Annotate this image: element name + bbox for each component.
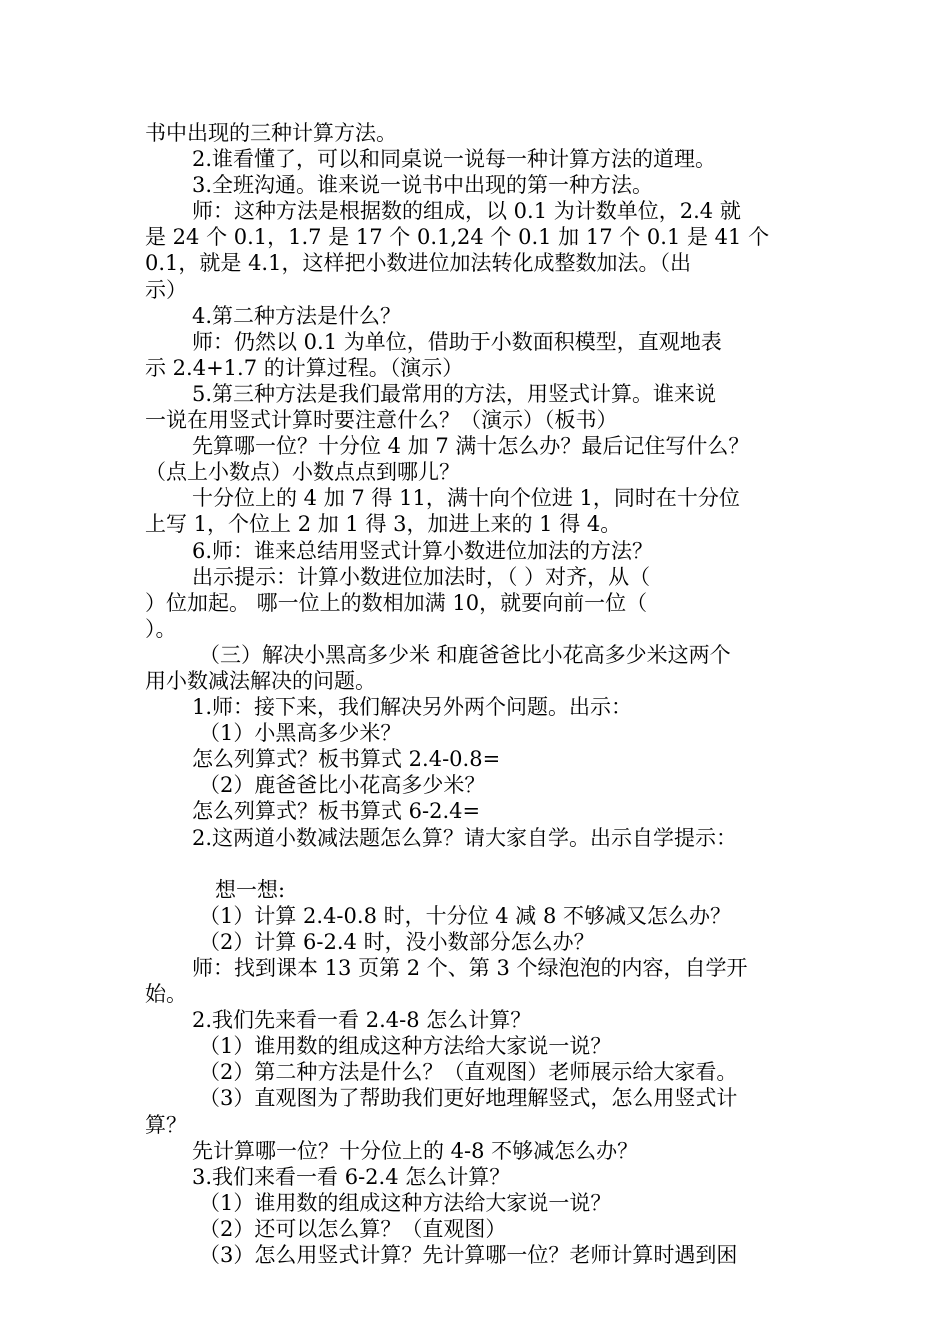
text-line: （1）小黑高多少米？ bbox=[199, 721, 402, 746]
text-line: 师：这种方法是根据数的组成，以 0.1 为计数单位，2.4 就 bbox=[192, 199, 741, 224]
text-line: 一说在用竖式计算时要注意什么？（演示）（板书） bbox=[145, 408, 618, 433]
text-line: （2）还可以怎么算？（直观图） bbox=[199, 1216, 507, 1241]
text-line: 2.我们先来看一看 2.4-8 怎么计算？ bbox=[192, 1008, 532, 1033]
text-line: 是 24 个 0.1，1.7 是 17 个 0.1,24 个 0.1 加 17 个 0.1 是 41 个 bbox=[145, 225, 770, 250]
text-line: （2）计算 6-2.4 时，没小数部分怎么办？ bbox=[199, 929, 595, 954]
text-line: 3.全班沟通。谁来说一说书中出现的第一种方法。 bbox=[192, 173, 654, 198]
text-line: 示） bbox=[145, 277, 187, 302]
text-line: ）。 bbox=[145, 616, 177, 641]
text-line: 3.我们来看一看 6-2.4 怎么计算？ bbox=[192, 1164, 511, 1189]
text-line: （点上小数点）小数点点到哪儿？ bbox=[145, 460, 460, 485]
text-line: 2.谁看懂了，可以和同桌说一说每一种计算方法的道理。 bbox=[192, 147, 717, 172]
text-line: 怎么列算式？板书算式 6-2.4= bbox=[192, 799, 481, 824]
text-line: 0.1，就是 4.1，这样把小数进位加法转化成整数加法。（出 bbox=[145, 251, 691, 276]
text-line: 师：仍然以 0.1 为单位，借助于小数面积模型，直观地表 bbox=[192, 329, 722, 354]
text-line: （1）谁用数的组成这种方法给大家说一说？ bbox=[199, 1034, 612, 1059]
text-line: 怎么列算式？板书算式 2.4-0.8= bbox=[192, 747, 501, 772]
text-line: （1）谁用数的组成这种方法给大家说一说？ bbox=[199, 1190, 612, 1215]
section-heading: （三）解决小黑高多少米 和鹿爸爸比小花高多少米这两个 bbox=[199, 642, 731, 667]
text-line: 上写 1，个位上 2 加 1 得 3，加进上来的 1 得 4。 bbox=[145, 512, 622, 537]
text-line: 1.师：接下来，我们解决另外两个问题。出示： bbox=[192, 695, 633, 720]
text-line: （3）怎么用竖式计算？先计算哪一位？老师计算时遇到困 bbox=[199, 1243, 738, 1268]
document-body bbox=[145, 120, 815, 1268]
text-line: 示 2.4+1.7 的计算过程。（演示） bbox=[145, 355, 464, 380]
text-line: 先计算哪一位？十分位上的 4-8 不够减怎么办？ bbox=[192, 1138, 639, 1163]
text-line: 师：找到课本 13 页第 2 个、第 3 个绿泡泡的内容，自学开 bbox=[192, 956, 748, 980]
text-line: 4.第二种方法是什么？ bbox=[192, 303, 402, 328]
text-line: ）位加起。 哪一位上的数相加满 10，就要向前一位（ bbox=[145, 590, 648, 615]
text-line: 2.这两道小数减法题怎么算？请大家自学。出示自学提示： bbox=[192, 825, 738, 850]
text-line: （3）直观图为了帮助我们更好地理解竖式，怎么用竖式计 bbox=[199, 1086, 738, 1111]
text-line: （2）第二种方法是什么？（直观图）老师展示给大家看。 bbox=[199, 1060, 738, 1085]
text-line: 6.师：谁来总结用竖式计算小数进位加法的方法？ bbox=[192, 538, 654, 563]
text-line: 出示提示：计算小数进位加法时，（ ）对齐，从（ bbox=[192, 564, 651, 589]
text-line: （2）鹿爸爸比小花高多少米？ bbox=[199, 773, 486, 798]
blank-line bbox=[145, 851, 815, 877]
text-line: 想一想: bbox=[215, 877, 286, 902]
text-line: 十分位上的 4 加 7 得 11，满十向个位进 1，同时在十分位 bbox=[192, 486, 740, 511]
text-line: （1）计算 2.4-0.8 时，十分位 4 减 8 不够减又怎么办？ bbox=[199, 903, 732, 928]
text-line: 用小数减法解决的问题。 bbox=[145, 668, 376, 693]
text-line: 始。 bbox=[145, 982, 187, 1007]
text-line: 书中出现的三种计算方法。 bbox=[145, 121, 397, 145]
text-line: 先算哪一位？十分位 4 加 7 满十怎么办？最后记住写什么？ bbox=[192, 434, 750, 459]
text-line: 5.第三种方法是我们最常用的方法，用竖式计算。谁来说 bbox=[192, 381, 717, 406]
text-line: 算？ bbox=[145, 1112, 187, 1137]
